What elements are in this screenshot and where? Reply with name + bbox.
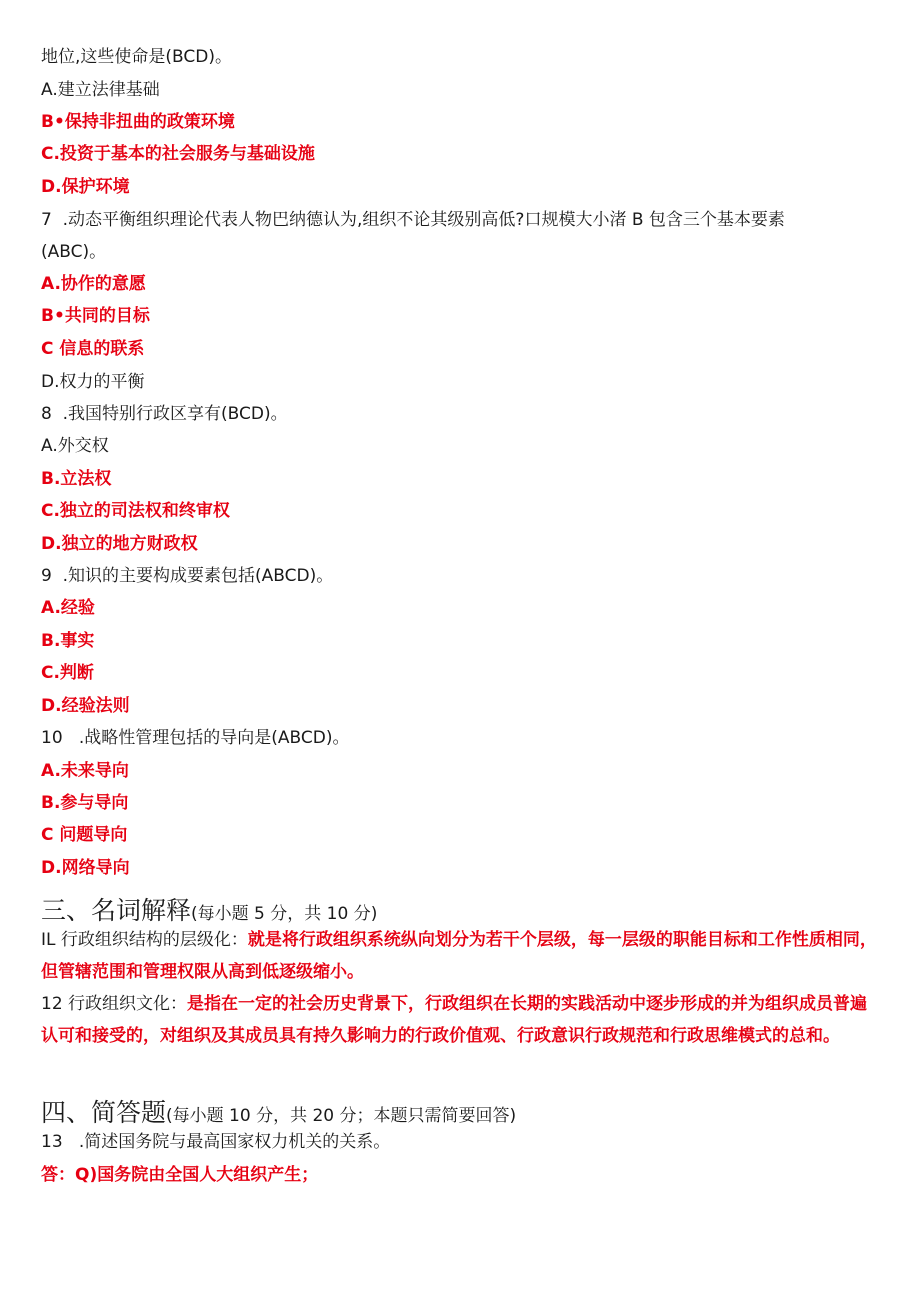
section-title: 三、名词解释 <box>41 896 192 925</box>
section-heading <box>41 891 377 927</box>
answer-13: 答：Q)国务院由全国人大组织产生； <box>41 1165 319 1185</box>
option-a: A.建立法律基础 <box>41 80 160 100</box>
question-7: 7 .动态平衡组织理论代表人物巴纳德认为,组织不论其级别高低?口规模大小渚 B 包含三个基本要素 <box>41 210 785 230</box>
answer-option-a: A.经验 <box>41 598 95 618</box>
question-10: 10 .战略性管理包括的导向是(ABCD)。 <box>41 728 350 748</box>
answer-option-b: B.事实 <box>41 631 95 651</box>
text-line: 地位,这些使命是(BCD)。 <box>41 47 232 67</box>
question-11 <box>41 924 881 988</box>
question-7-cont: (ABC)。 <box>41 242 107 262</box>
section-heading <box>41 1093 516 1129</box>
term-answer: 就是将行政组织系统纵向划分为若干个层级，每一层级的职能目标和工作性质相同，但管辖范围和管理权限从高到低逐级缩小。 <box>41 930 877 982</box>
answer-option-a: A.未来导向 <box>41 761 129 781</box>
term-label: IL 行政组织结构的层级化： <box>41 930 248 950</box>
answer-option-c: C.独立的司法权和终审权 <box>41 501 230 521</box>
section-title: 四、简答题 <box>41 1098 167 1127</box>
section-note: (每小题 5 分，共 10 分) <box>191 904 378 924</box>
answer-option-d: D.保护环境 <box>41 177 130 197</box>
option-d: D.权力的平衡 <box>41 372 145 392</box>
answer-option-c: C 信息的联系 <box>41 339 145 359</box>
answer-option-c: C.判断 <box>41 663 94 683</box>
answer-option-b: B•共同的目标 <box>41 306 150 326</box>
question-8: 8 .我国特别行政区享有(BCD)。 <box>41 404 288 424</box>
answer-option-c: C.投资于基本的社会服务与基础设施 <box>41 144 315 164</box>
question-9: 9 .知识的主要构成要素包括(ABCD)。 <box>41 566 334 586</box>
answer-option-c: C 问题导向 <box>41 825 128 845</box>
answer-option-a: A.协作的意愿 <box>41 274 146 294</box>
answer-option-d: D.经验法则 <box>41 696 130 716</box>
answer-option-d: D.独立的地方财政权 <box>41 534 198 554</box>
term-label: 12 行政组织文化： <box>41 994 188 1014</box>
section-note: (每小题 10 分，共 20 分；本题只需简要回答) <box>166 1106 517 1126</box>
term-answer: 是指在一定的社会历史背景下，行政组织在长期的实践活动中逐步形成的并为组织成员普遍认可和接受的，对组织及其成员具有持久影响力的行政价值观、行政意识行政规范和行政思维模式的总和。 <box>41 994 868 1046</box>
answer-option-b: B.立法权 <box>41 469 112 489</box>
answer-option-d: D.网络导向 <box>41 858 130 878</box>
answer-option-b: B•保持非扭曲的政策环境 <box>41 112 235 132</box>
question-13: 13 .简述国务院与最高国家权力机关的关系。 <box>41 1132 391 1152</box>
question-12 <box>41 988 881 1052</box>
answer-option-b: B.参与导向 <box>41 793 129 813</box>
option-a: A.外交权 <box>41 436 109 456</box>
